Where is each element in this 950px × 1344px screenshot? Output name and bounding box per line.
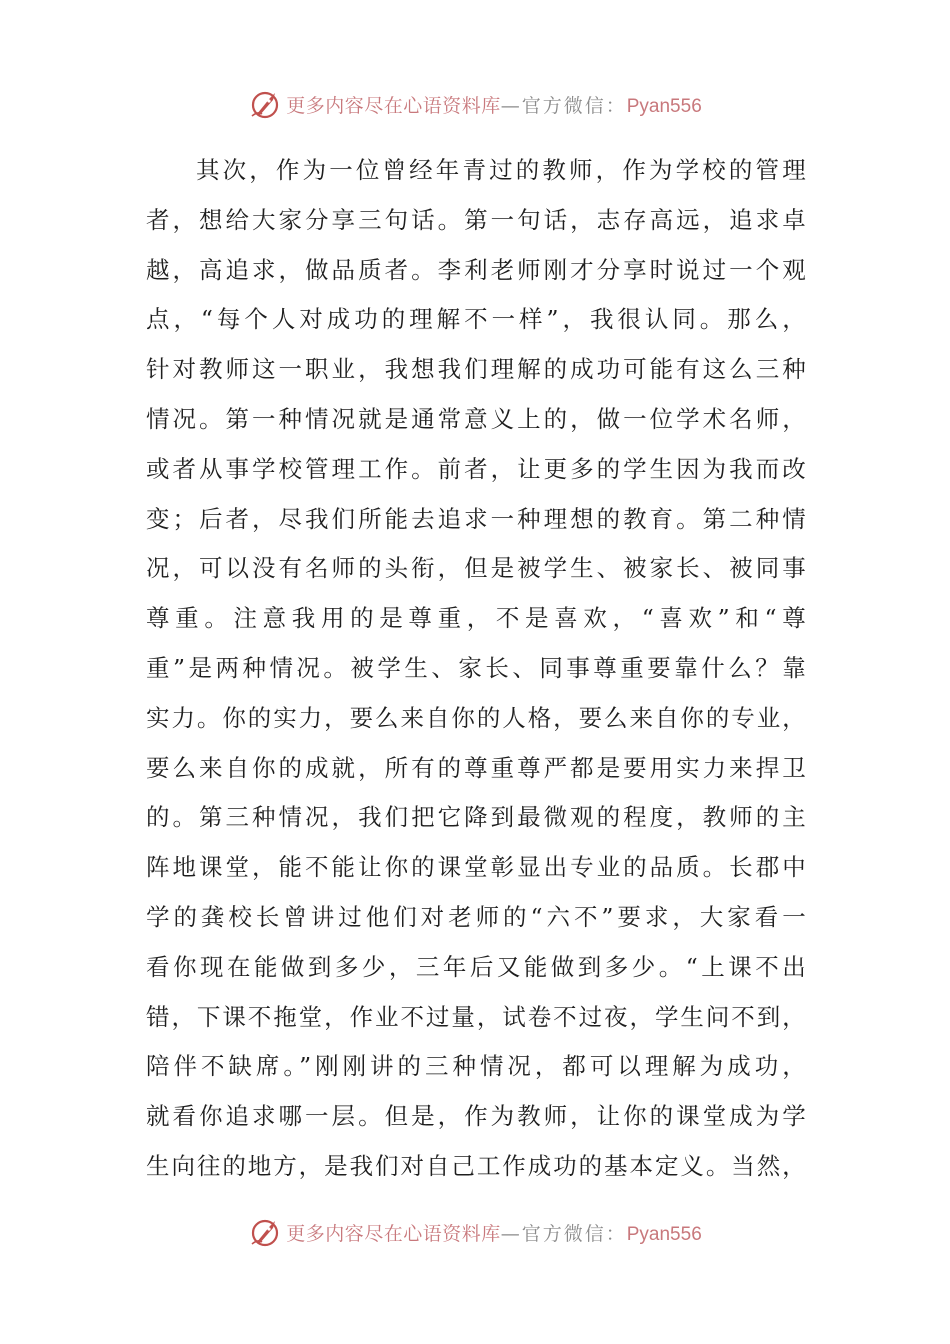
body-line: 实力。你的实力，要么来自你的人格，要么来自你的专业，	[146, 703, 806, 732]
body-line: 看你现在能做到多少，三年后又能做到多少。“上课不出	[146, 952, 806, 981]
footer-wechat-label: 官方微信：	[521, 1222, 627, 1245]
body-line: 重”是两种情况。被学生、家长、同事尊重要靠什么？靠	[146, 653, 806, 682]
body-line: 情况。第一种情况就是通常意义上的，做一位学术名师，	[146, 404, 806, 433]
body-line: 针对教师这一职业，我想我们理解的成功可能有这么三种	[146, 355, 806, 384]
document-body	[146, 146, 806, 1192]
body-line: 学的龚校长曾讲过他们对老师的“六不”要求，大家看一	[146, 902, 806, 931]
body-line: 变；后者，尽我们所能去追求一种理想的教育。第二种情	[146, 504, 806, 533]
body-line: 尊重。注意我用的是尊重，不是喜欢，“喜欢”和“尊	[146, 604, 806, 633]
footer-dash: —	[500, 1222, 522, 1245]
footer-brand-text: 更多内容尽在心语资料库	[286, 1222, 501, 1245]
body-line: 就看你追求哪一层。但是，作为教师，让你的课堂成为学	[146, 1102, 806, 1131]
body-line: 者，想给大家分享三句话。第一句话，志存高远，追求卓	[146, 205, 806, 234]
body-line: 其次，作为一位曾经年青过的教师，作为学校的管理	[196, 156, 806, 184]
footer-wechat-handle: Pyan556	[626, 1223, 702, 1245]
body-line: 的。第三种情况，我们把它降到最微观的程度，教师的主	[146, 803, 806, 832]
body-line: 或者从事学校管理工作。前者，让更多的学生因为我而改	[146, 454, 806, 483]
header-brand-text: 更多内容尽在心语资料库	[286, 94, 501, 117]
body-line: 越，高追求，做品质者。李利老师刚才分享时说过一个观	[146, 255, 806, 284]
footer-banner-text	[286, 1219, 702, 1246]
body-line: 陪伴不缺席。”刚刚讲的三种情况，都可以理解为成功，	[146, 1052, 806, 1081]
body-line: 要么来自你的成就，所有的尊重尊严都是要用实力来捍卫	[146, 753, 806, 782]
body-line: 阵地课堂，能不能让你的课堂彰显出专业的品质。长郡中	[146, 853, 806, 882]
header-dash: —	[500, 94, 522, 117]
header-wechat-handle: Pyan556	[626, 95, 702, 117]
pen-nib-circle-icon	[248, 1215, 282, 1249]
header-banner-text	[286, 91, 702, 118]
body-line: 点，“每个人对成功的理解不一样”，我很认同。那么，	[146, 305, 806, 334]
body-line: 生向往的地方，是我们对自己工作成功的基本定义。当然，	[146, 1151, 806, 1180]
header-wechat-label: 官方微信：	[521, 94, 627, 117]
footer-banner	[0, 1212, 950, 1252]
header-banner	[0, 84, 950, 124]
body-line: 况，可以没有名师的头衔，但是被学生、被家长、被同事	[146, 554, 806, 583]
pen-nib-circle-icon	[248, 87, 282, 121]
body-line: 错，下课不拖堂，作业不过量，试卷不过夜，学生问不到，	[146, 1002, 806, 1031]
